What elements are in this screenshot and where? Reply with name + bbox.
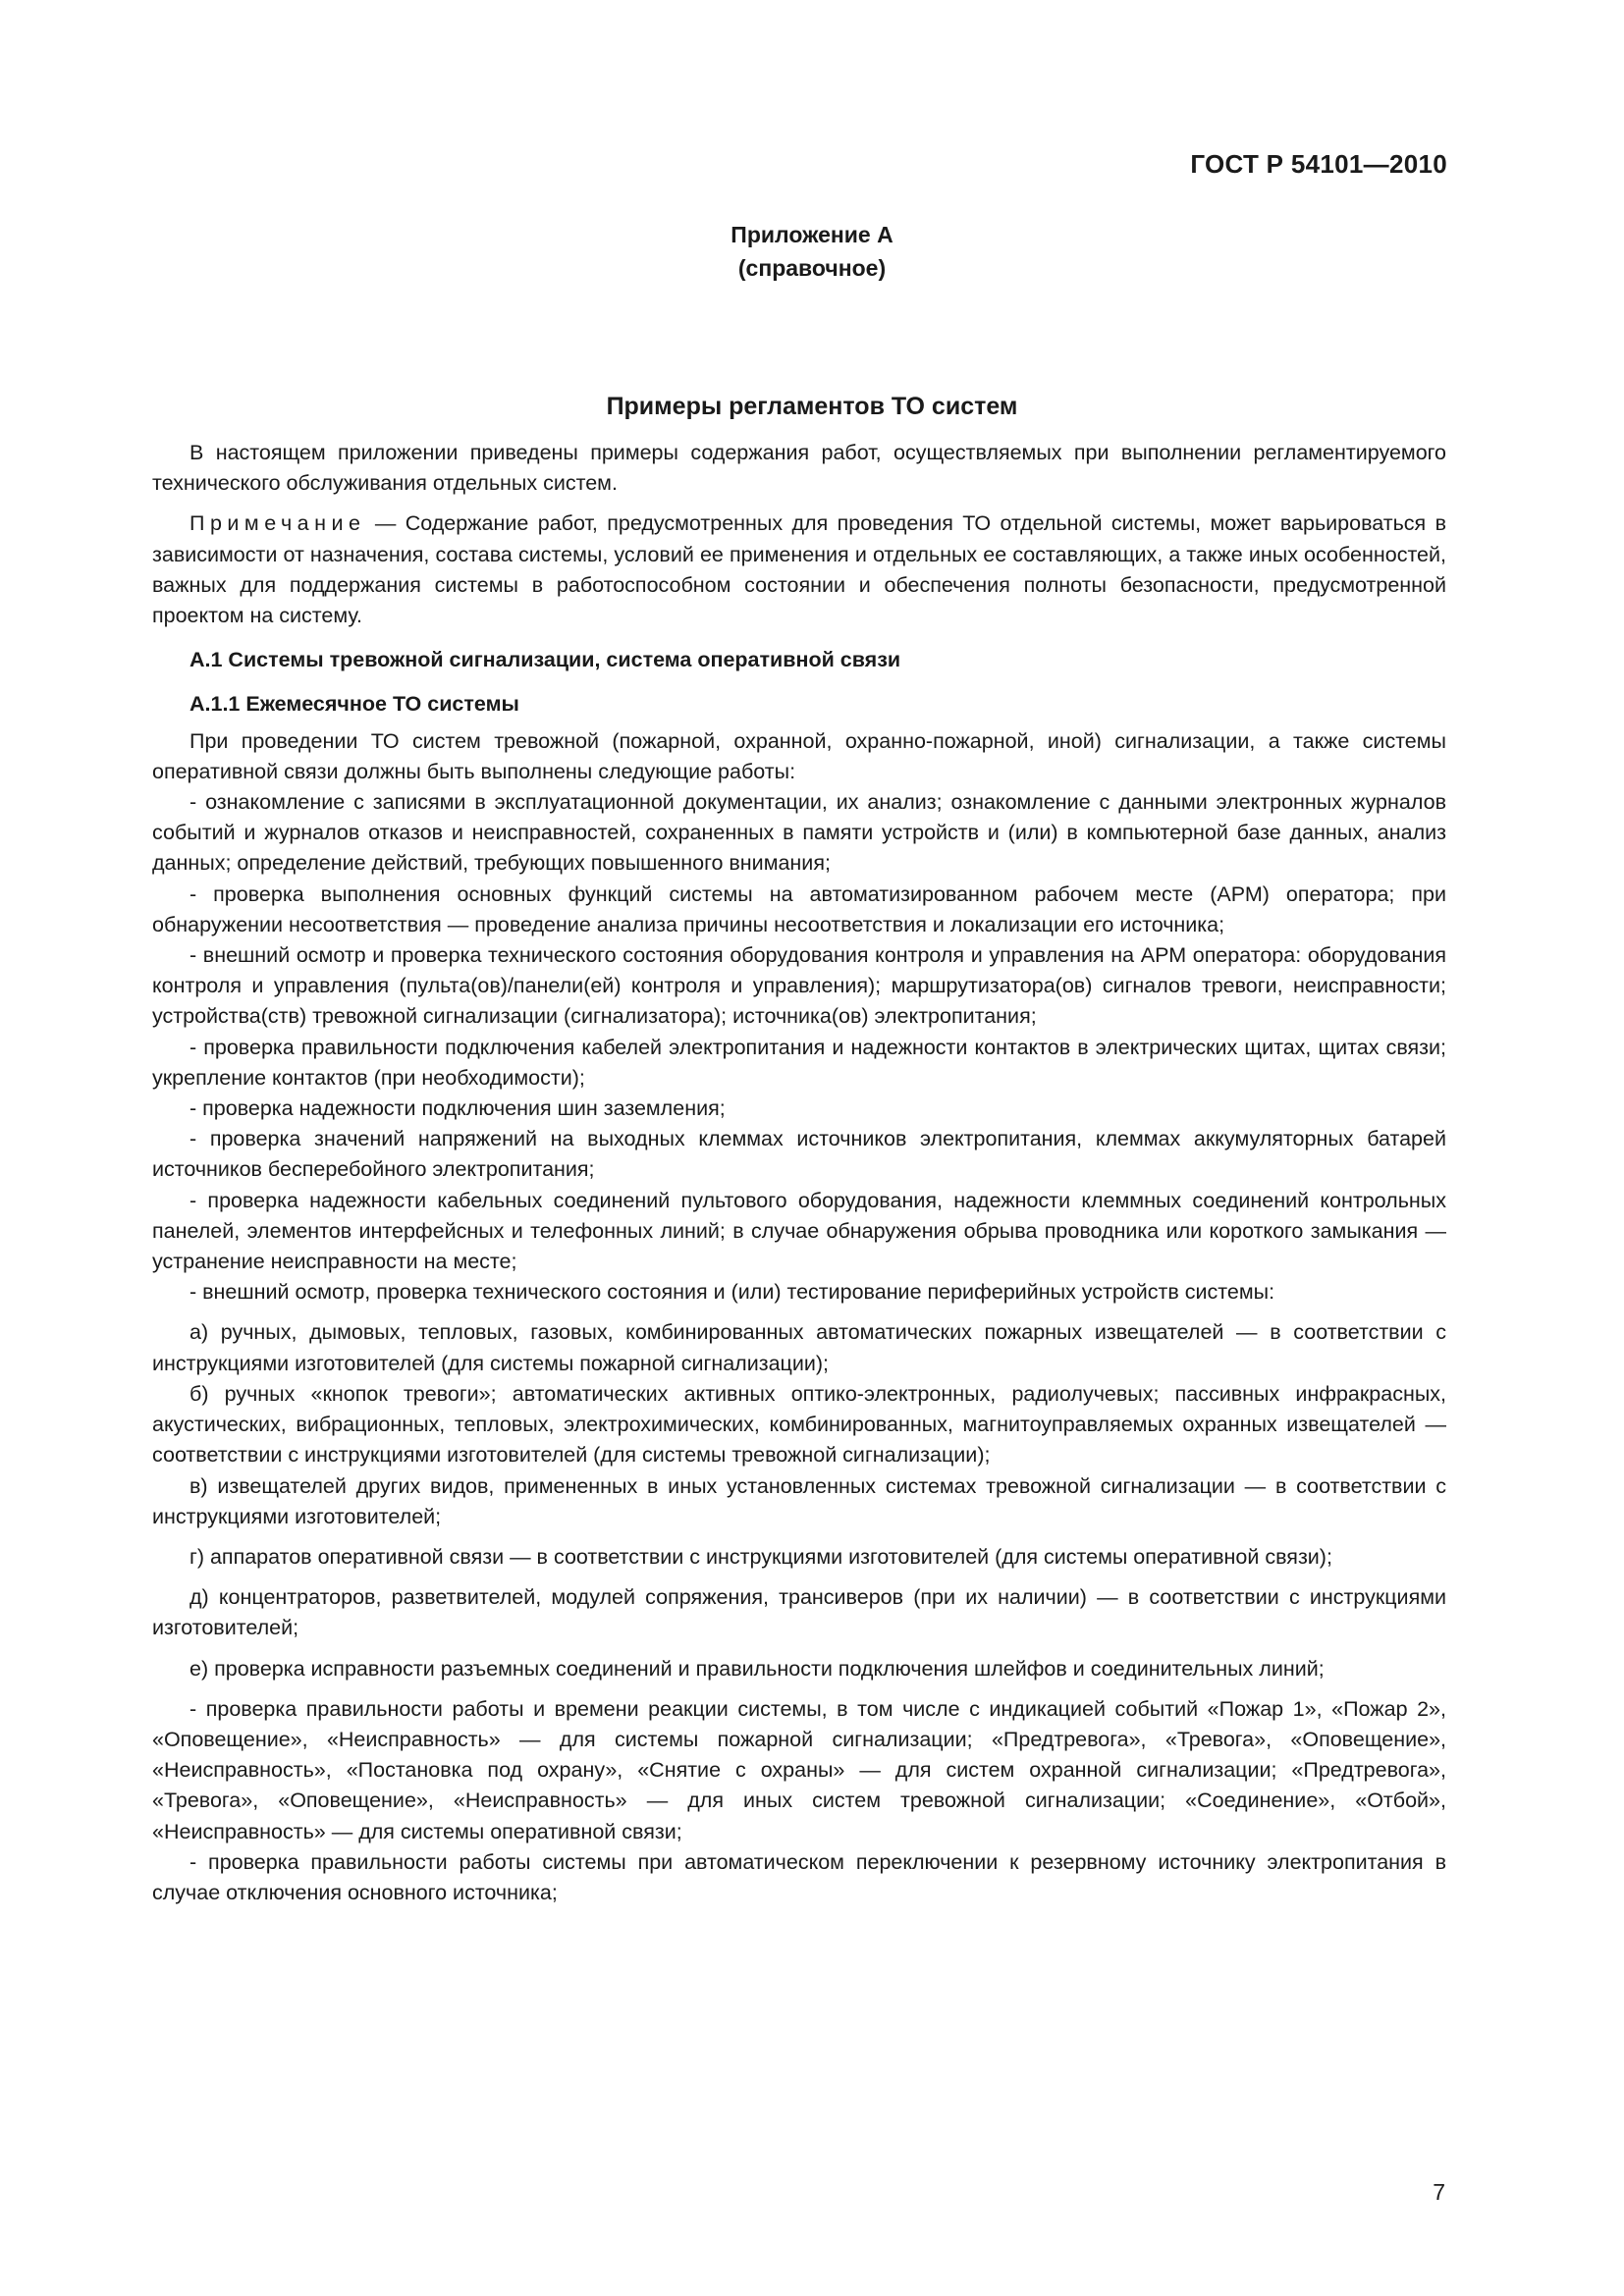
- list-item: - проверка значений напряжений на выходных клеммах источников электропитания, клеммах аккумуляторных батарей источников бесперебойного электропитания;: [152, 1127, 1446, 1182]
- note-label: Примечание: [189, 511, 366, 536]
- sub-list-item: а) ручных, дымовых, тепловых, газовых, комбинированных автоматических пожарных извещателей — в соответствии с инструкциями изготовителей (для системы пожарной сигнализации);: [152, 1320, 1446, 1375]
- appendix-title: Приложение А: [731, 222, 893, 247]
- list-item: - проверка правильности работы системы при автоматическом переключении к резервному источнику электропитания в случае отключения основного источника;: [152, 1849, 1446, 1904]
- list-item: - проверка правильности работы и времени реакции системы, в том числе с индикацией событий «Пожар 1», «Пожар 2», «Оповещение», «Неисправность» — для системы пожарной сигнализации; «Предтревога», «Тревога», «Оповещение», «Неисправность», «Постановка под охрану», «Снятие с охраны» — для систем охранной сигнализации; «Предтревога», «Тревога», «Оповещение», «Неисправность» — для иных систем тревожной сигнализации; «Соединение», «Отбой», «Неисправность» — для системы оперативной связи;: [152, 1696, 1446, 1843]
- list-item: - проверка правильности подключения кабелей электропитания и надежности контактов в электрических щитах, щитах связи; укрепление контактов (при необходимости);: [152, 1035, 1446, 1090]
- list-item: - проверка надежности кабельных соединений пультового оборудования, надежности клеммных соединений контрольных панелей, элементов интерфейсных и телефонных линий; в случае обнаружения обрыва проводника или короткого замыкания — устранение неисправности на месте;: [152, 1188, 1446, 1274]
- section-heading-a1: А.1 Системы тревожной сигнализации, система оперативной связи: [189, 648, 901, 672]
- sub-list-item: б) ручных «кнопок тревоги»; автоматических активных оптико-электронных, радиолучевых; пассивных инфракрасных, акустических, вибрационных, тепловых, электрохимических, комбинированных, магнитоуправляемых охранных извещателей — соответствии с инструкциями изготовителей (для системы тревожной сигнализации);: [152, 1381, 1446, 1468]
- note-text: — Содержание работ, предусмотренных для проведения ТО отдельной системы, может варьироваться в зависимости от назначения, состава системы, условий ее применения и отдельных ее составляющих, а также иных особенностей, важных для поддержания системы в работоспособном состоянии и обеспечения полноты безопасности, предусмотренной проектом на систему.: [152, 511, 1446, 628]
- section-heading-a11: А.1.1 Ежемесячное ТО системы: [189, 692, 519, 717]
- body-text: [152, 438, 1446, 1908]
- list-item: - проверка выполнения основных функций системы на автоматизированном рабочем месте (АРМ) оператора; при обнаружении несоответствия — проведение анализа причины несоответствия и локализации его источника;: [152, 881, 1446, 936]
- list-item: - внешний осмотр и проверка технического состояния оборудования контроля и управления на АРМ оператора: оборудования контроля и управления (пульта(ов)/панели(ей) контроля и управления); маршрутизатора(ов) сигналов тревоги, неисправности; устройства(ств) тревожной сигнализации (сигнализатора); источника(ов) электропитания;: [152, 943, 1446, 1029]
- section-title: Примеры регламентов ТО систем: [606, 393, 1018, 420]
- list-item: - ознакомление с записями в эксплуатационной документации, их анализ; ознакомление с данными электронных журналов событий и журналов отказов и неисправностей, сохраненных в памяти устройств и (или) в компьютерной базе данных, анализ данных; определение действий, требующих повышенного внимания;: [152, 790, 1446, 876]
- note-paragraph: [152, 508, 1446, 631]
- sub-list-item: е) проверка исправности разъемных соединений и правильности подключения шлейфов и соединительных линий;: [189, 1656, 1325, 1681]
- sub-list-item: в) извещателей других видов, примененных в иных установленных системах тревожной сигнализации — в соответствии с инструкциями изготовителей;: [152, 1473, 1446, 1528]
- intro-paragraph: В настоящем приложении приведены примеры содержания работ, осуществляемых при выполнении регламентируемого технического обслуживания отдельных систем.: [152, 441, 1446, 496]
- sub-list-item: г) аппаратов оперативной связи — в соответствии с инструкциями изготовителей (для системы оперативной связи);: [189, 1544, 1332, 1569]
- list-item: - проверка надежности подключения шин заземления;: [189, 1096, 726, 1121]
- list-item: - внешний осмотр, проверка технического состояния и (или) тестирование периферийных устройств системы:: [189, 1280, 1275, 1305]
- document-code: ГОСТ Р 54101—2010: [1190, 149, 1447, 179]
- page-number: 7: [1433, 2179, 1445, 2205]
- appendix-type: (справочное): [737, 255, 887, 281]
- paragraph: При проведении ТО систем тревожной (пожарной, охранной, охранно-пожарной, иной) сигнализации, а также системы оперативной связи должны быть выполнены следующие работы:: [152, 728, 1446, 783]
- sub-list-item: д) концентраторов, разветвителей, модулей сопряжения, трансиверов (при их наличии) — в соответствии с инструкциями изготовителей;: [152, 1585, 1446, 1640]
